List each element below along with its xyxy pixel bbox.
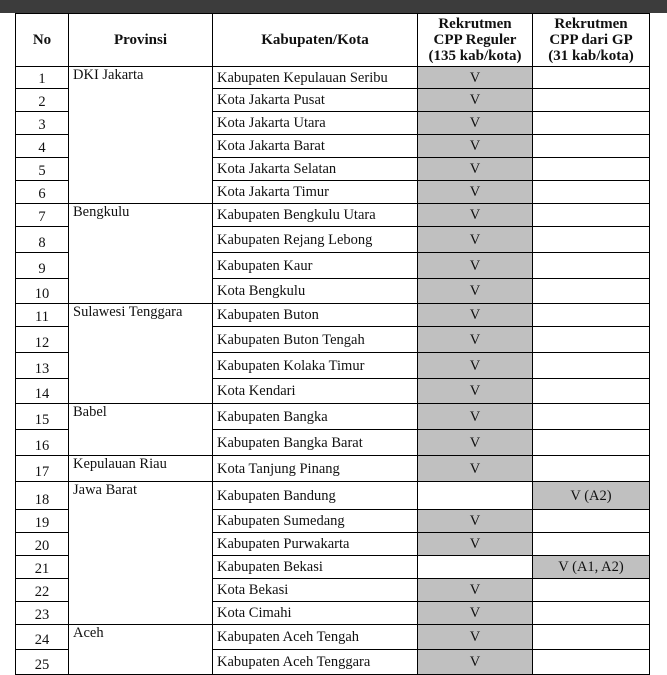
cell-kabupaten: Kabupaten Bandung (213, 482, 418, 510)
cell-reguler: V (418, 253, 533, 279)
cell-gp (533, 379, 650, 404)
header-gp-line-2: CPP dari GP (549, 32, 633, 48)
cell-kabupaten: Kabupaten Bangka Barat (213, 430, 418, 456)
cell-gp (533, 279, 650, 304)
cell-gp (533, 404, 650, 430)
cell-gp: V (A1, A2) (533, 556, 650, 579)
cell-kabupaten: Kota Bengkulu (213, 279, 418, 304)
cell-kabupaten: Kabupaten Sumedang (213, 510, 418, 533)
cell-kabupaten: Kabupaten Purwakarta (213, 533, 418, 556)
cell-gp (533, 304, 650, 327)
cell-no: 14 (16, 379, 69, 404)
cell-reguler: V (418, 135, 533, 158)
table-container (15, 13, 650, 673)
header-reguler-line-3: (135 kab/kota) (428, 48, 522, 64)
cell-reguler: V (418, 327, 533, 353)
cell-no: 7 (16, 204, 69, 227)
cell-no: 4 (16, 135, 69, 158)
cell-reguler: V (418, 456, 533, 482)
cell-kabupaten: Kabupaten Buton (213, 304, 418, 327)
cell-no: 10 (16, 279, 69, 304)
cell-no: 21 (16, 556, 69, 579)
cell-kabupaten: Kabupaten Rejang Lebong (213, 227, 418, 253)
cell-no: 16 (16, 430, 69, 456)
cell-kabupaten: Kabupaten Bangka (213, 404, 418, 430)
cell-gp (533, 650, 650, 675)
cell-gp (533, 579, 650, 602)
cell-reguler: V (418, 181, 533, 204)
cell-kabupaten: Kabupaten Aceh Tengah (213, 625, 418, 650)
viewer-top-bar (0, 0, 667, 13)
cell-reguler: V (418, 625, 533, 650)
table-row (16, 482, 650, 510)
header-gp (533, 14, 650, 67)
cell-kabupaten: Kota Kendari (213, 379, 418, 404)
cell-gp (533, 112, 650, 135)
cell-gp: V (A2) (533, 482, 650, 510)
cell-reguler: V (418, 279, 533, 304)
cell-reguler: V (418, 650, 533, 675)
cell-no: 24 (16, 625, 69, 650)
cell-gp (533, 181, 650, 204)
header-kabupaten: Kabupaten/Kota (213, 14, 418, 67)
cell-gp (533, 135, 650, 158)
cell-no: 1 (16, 67, 69, 89)
table-row (16, 404, 650, 430)
cell-kabupaten: Kota Bekasi (213, 579, 418, 602)
cell-kabupaten: Kabupaten Kepulauan Seribu (213, 67, 418, 89)
table-row (16, 67, 650, 89)
cell-gp (533, 327, 650, 353)
cell-gp (533, 456, 650, 482)
cell-no: 20 (16, 533, 69, 556)
cell-provinsi: DKI Jakarta (69, 67, 213, 204)
cell-reguler: V (418, 89, 533, 112)
header-gp-line-3: (31 kab/kota) (548, 48, 634, 64)
header-no: No (16, 14, 69, 67)
cell-no: 22 (16, 579, 69, 602)
cell-kabupaten: Kabupaten Buton Tengah (213, 327, 418, 353)
cell-gp (533, 430, 650, 456)
header-reguler-line-1: Rekrutmen (438, 16, 512, 32)
header-provinsi: Provinsi (69, 14, 213, 67)
cell-reguler: V (418, 304, 533, 327)
cell-reguler: V (418, 430, 533, 456)
cell-kabupaten: Kota Jakarta Selatan (213, 158, 418, 181)
cell-reguler: V (418, 533, 533, 556)
cell-gp (533, 253, 650, 279)
cell-provinsi: Kepulauan Riau (69, 456, 213, 482)
cell-no: 2 (16, 89, 69, 112)
cell-kabupaten: Kabupaten Aceh Tenggara (213, 650, 418, 675)
cell-gp (533, 533, 650, 556)
cell-reguler: V (418, 353, 533, 379)
cell-reguler (418, 556, 533, 579)
cell-reguler: V (418, 204, 533, 227)
cell-gp (533, 510, 650, 533)
cell-gp (533, 89, 650, 112)
cell-provinsi: Babel (69, 404, 213, 456)
cell-no: 3 (16, 112, 69, 135)
cell-reguler: V (418, 158, 533, 181)
cell-provinsi: Jawa Barat (69, 482, 213, 625)
cell-reguler: V (418, 602, 533, 625)
cell-reguler: V (418, 579, 533, 602)
cell-gp (533, 625, 650, 650)
cell-no: 13 (16, 353, 69, 379)
header-reguler (418, 14, 533, 67)
table-row (16, 456, 650, 482)
cell-no: 9 (16, 253, 69, 279)
cell-no: 5 (16, 158, 69, 181)
cell-no: 6 (16, 181, 69, 204)
cell-no: 17 (16, 456, 69, 482)
cell-no: 25 (16, 650, 69, 675)
cell-no: 19 (16, 510, 69, 533)
cell-gp (533, 602, 650, 625)
cell-kabupaten: Kota Tanjung Pinang (213, 456, 418, 482)
cell-reguler: V (418, 510, 533, 533)
cell-provinsi: Bengkulu (69, 204, 213, 304)
cell-no: 23 (16, 602, 69, 625)
cell-gp (533, 227, 650, 253)
cell-provinsi: Aceh (69, 625, 213, 675)
cell-kabupaten: Kabupaten Kolaka Timur (213, 353, 418, 379)
cell-reguler: V (418, 379, 533, 404)
cell-kabupaten: Kota Jakarta Utara (213, 112, 418, 135)
cell-kabupaten: Kota Jakarta Timur (213, 181, 418, 204)
header-reguler-line-2: CPP Reguler (433, 32, 517, 48)
cell-reguler (418, 482, 533, 510)
cell-kabupaten: Kabupaten Bekasi (213, 556, 418, 579)
header-row (16, 14, 650, 67)
table-row (16, 204, 650, 227)
cell-gp (533, 204, 650, 227)
cell-no: 8 (16, 227, 69, 253)
cell-kabupaten: Kota Jakarta Barat (213, 135, 418, 158)
cell-kabupaten: Kota Jakarta Pusat (213, 89, 418, 112)
cell-reguler: V (418, 227, 533, 253)
cell-reguler: V (418, 112, 533, 135)
cell-no: 15 (16, 404, 69, 430)
cell-reguler: V (418, 67, 533, 89)
table-row (16, 304, 650, 327)
table-row (16, 625, 650, 650)
cell-gp (533, 67, 650, 89)
cell-kabupaten: Kabupaten Kaur (213, 253, 418, 279)
cell-no: 12 (16, 327, 69, 353)
recruitment-table (15, 13, 650, 675)
cell-no: 18 (16, 482, 69, 510)
cell-kabupaten: Kota Cimahi (213, 602, 418, 625)
cell-gp (533, 158, 650, 181)
cell-kabupaten: Kabupaten Bengkulu Utara (213, 204, 418, 227)
cell-reguler: V (418, 404, 533, 430)
cell-provinsi: Sulawesi Tenggara (69, 304, 213, 404)
cell-gp (533, 353, 650, 379)
cell-no: 11 (16, 304, 69, 327)
header-gp-line-1: Rekrutmen (554, 16, 628, 32)
